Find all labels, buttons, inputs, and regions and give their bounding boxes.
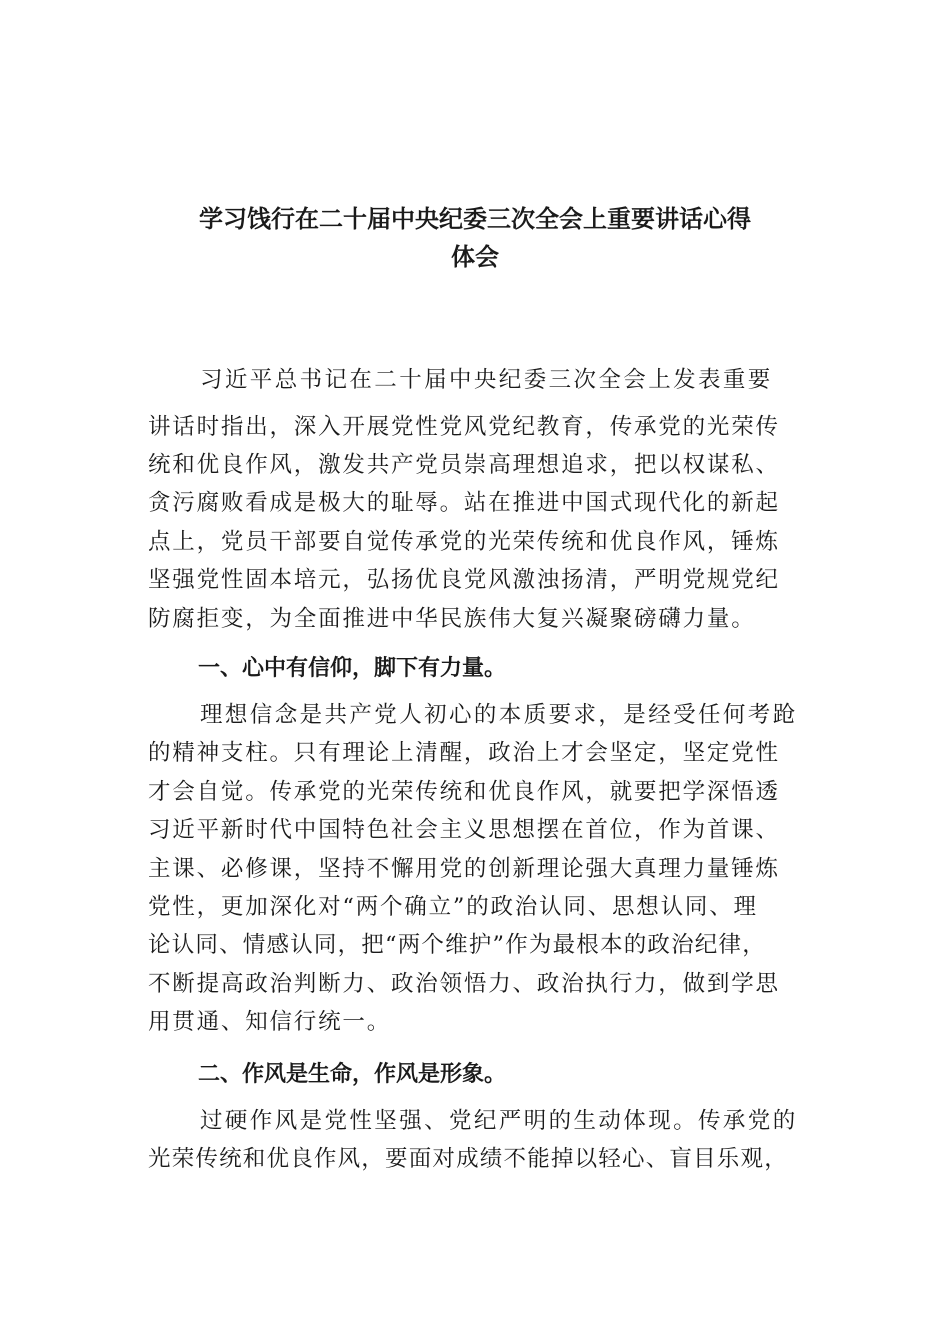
section1-line: 理想信念是共产党人初心的本质要求，是经受任何考跄 bbox=[200, 702, 798, 728]
intro-line: 防腐拒变，为全面推进中华民族伟大复兴凝聚磅礴力量。 bbox=[148, 606, 756, 632]
section1-line: 用贯通、知信行统一。 bbox=[148, 1009, 392, 1035]
document-title-line-1: 学习饯行在二十届中央纪委三次全会上重要讲话心得 bbox=[199, 205, 751, 233]
intro-line: 统和优良作风，激发共产党员崇高理想追求，把以权谋私、 bbox=[148, 452, 780, 478]
section-heading-2: 二、作风是生命，作风是形象。 bbox=[198, 1062, 507, 1087]
section1-line: 党性，更加深化对“两个确立”的政治认同、思想认同、理 bbox=[148, 894, 758, 920]
section1-line: 的精神支柱。只有理论上清醒，政治上才会坚定，坚定党性 bbox=[148, 740, 780, 766]
section1-line: 才会自觉。传承党的光荣传统和优良作风，就要把学深悟透 bbox=[148, 779, 780, 805]
section1-line: 主课、必修课，坚持不懈用党的创新理论强大真理力量锤炼 bbox=[148, 856, 780, 882]
intro-line: 讲话时指出，深入开展党性党风党纪教育，传承党的光荣传 bbox=[148, 414, 780, 440]
document-title-line-2: 体会 bbox=[451, 243, 499, 271]
section1-line: 不断提高政治判断力、政治领悟力、政治执行力，做到学思 bbox=[148, 971, 780, 997]
intro-line: 贪污腐败看成是极大的耻辱。站在推进中国式现代化的新起 bbox=[148, 490, 780, 516]
section2-line: 过硬作风是党性坚强、党纪严明的生动体现。传承党的 bbox=[200, 1108, 798, 1134]
intro-line: 坚强党性固本培元，弘扬优良党风激浊扬清，严明党规党纪 bbox=[148, 567, 780, 593]
section2-line: 光荣传统和优良作风，要面对成绩不能掉以轻心、盲目乐观， bbox=[148, 1146, 788, 1172]
section1-line: 论认同、情感认同，把“两个维护”作为最根本的政治纪律， bbox=[148, 932, 766, 958]
intro-line: 习近平总书记在二十届中央纪委三次全会上发表重要 bbox=[200, 367, 773, 393]
intro-line: 点上，党员干部要自觉传承党的光荣传统和优良作风，锤炼 bbox=[148, 529, 780, 555]
section1-line: 习近平新时代中国特色社会主义思想摆在首位，作为首课、 bbox=[148, 817, 780, 843]
section-heading-1: 一、心中有信仰，脚下有力量。 bbox=[198, 656, 507, 681]
